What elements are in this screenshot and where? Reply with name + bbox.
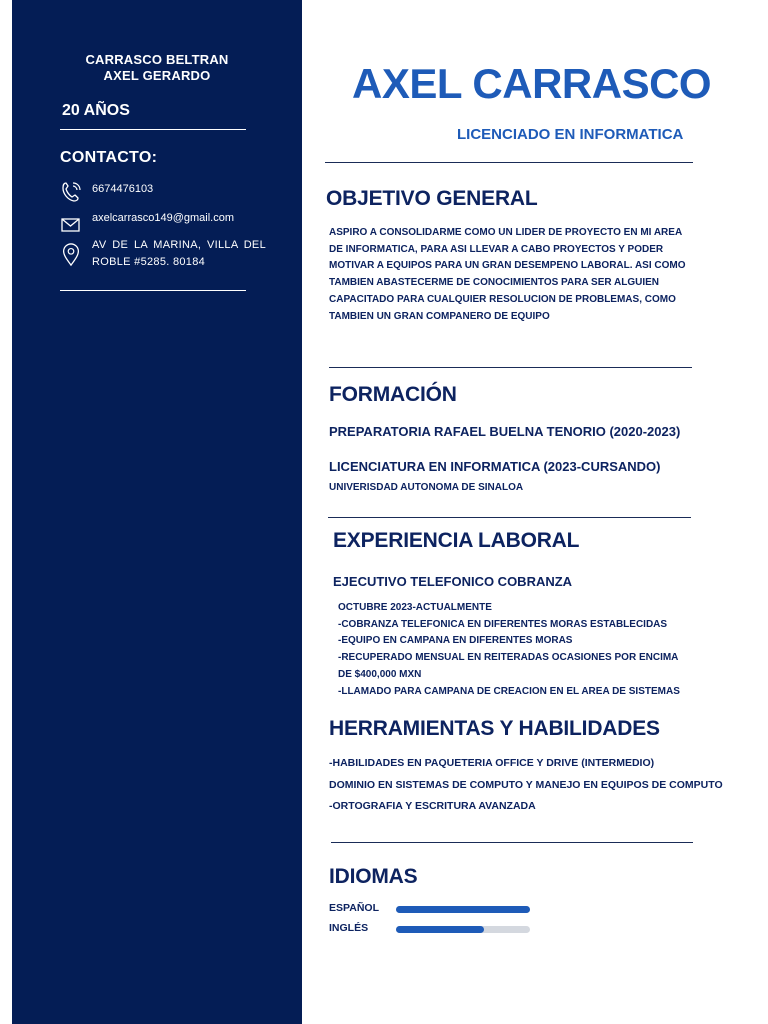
experience-line: -EQUIPO EN CAMPANA EN DIFERENTES MORAS: [338, 635, 573, 647]
location-pin-icon: [60, 243, 82, 267]
skill-item: -HABILIDADES EN PAQUETERIA OFFICE Y DRIVE (INTERMEDIO): [329, 757, 655, 769]
language-bar-spanish: [396, 906, 530, 913]
experience-line: DE $400,000 MXN: [338, 668, 422, 680]
language-label-english: INGLÉS: [329, 922, 369, 934]
language-bar-fill: [396, 926, 484, 933]
skills-list: [329, 753, 759, 818]
objective-text: ASPIRO A CONSOLIDARME COMO UN LIDER DE PROYECTO EN MI AREA DE INFORMATICA, PARA ASI LLEVAR A CABO PROYECTOS Y PODER MOTIVAR A EQUIPOS PARA UN GRAN DESEMPENO LABORAL. ASI COMO TAMBIEN ABASTECERME DE CONOCIMIENTOS PARA SER ALGUIEN CAPACITADO PARA CUALQUIER RESOLUCION DE PROBLEMAS, COMO TAMBIEN UN GRAN COMPANERO DE EQUIPO: [329, 227, 686, 322]
section-divider: [331, 842, 693, 843]
sidebar-divider: [60, 290, 246, 291]
sidebar-age: 20 AÑOS: [62, 102, 130, 119]
education-item-title: LICENCIATURA EN INFORMATICA (2023-CURSANDO): [329, 459, 661, 474]
phone-icon: [60, 180, 82, 204]
experience-line: -RECUPERADO MENSUAL EN REITERADAS OCASIONES POR ENCIMA: [338, 652, 679, 664]
experience-line: -COBRANZA TELEFONICA EN DIFERENTES MORAS ESTABLECIDAS: [338, 618, 668, 630]
contact-address: AV DE LA MARINA, VILLA DEL ROBLE #5285. 80184: [92, 239, 266, 268]
skill-item: DOMINIO EN SISTEMAS DE COMPUTO Y MANEJO EN EQUIPOS DE COMPUTO: [329, 778, 723, 791]
language-label-spanish: ESPAÑOL: [329, 902, 379, 914]
experience-line: OCTUBRE 2023-ACTUALMENTE: [338, 602, 492, 613]
section-divider: [329, 367, 692, 368]
resume-name: AXEL CARRASCO: [352, 60, 712, 107]
experience-line: -LLAMADO PARA CAMPANA DE CREACION EN EL AREA DE SISTEMAS: [338, 685, 680, 697]
contact-heading: CONTACTO:: [60, 149, 158, 166]
experience-details: [338, 600, 728, 700]
objective-heading: OBJETIVO GENERAL: [326, 187, 538, 210]
skill-item: -ORTOGRAFIA Y ESCRITURA AVANZADA: [329, 800, 536, 812]
contact-phone[interactable]: 6674476103: [92, 183, 154, 195]
resume-title: LICENCIADO EN INFORMATICA: [457, 126, 684, 143]
education-institution: UNIVERISDAD AUTONOMA DE SINALOA: [329, 482, 524, 493]
languages-heading: IDIOMAS: [329, 865, 418, 888]
experience-job-title: EJECUTIVO TELEFONICO COBRANZA: [333, 574, 573, 589]
sidebar-full-name: CARRASCO BELTRAN AXEL GERARDO: [85, 52, 229, 83]
sidebar-divider: [60, 129, 246, 130]
contact-email[interactable]: axelcarrasco149@gmail.com: [92, 212, 235, 224]
section-divider: [325, 162, 693, 163]
education-heading: FORMACIÓN: [329, 383, 457, 406]
skills-heading: HERRAMIENTAS Y HABILIDADES: [329, 717, 660, 740]
mail-icon: [60, 213, 82, 237]
language-bar-english: [396, 926, 530, 933]
section-divider: [328, 517, 691, 518]
experience-heading: EXPERIENCIA LABORAL: [333, 529, 580, 552]
language-bar-fill: [396, 906, 530, 913]
sidebar: [12, 0, 302, 1024]
education-item-title: PREPARATORIA RAFAEL BUELNA TENORIO (2020-2023): [329, 424, 681, 439]
